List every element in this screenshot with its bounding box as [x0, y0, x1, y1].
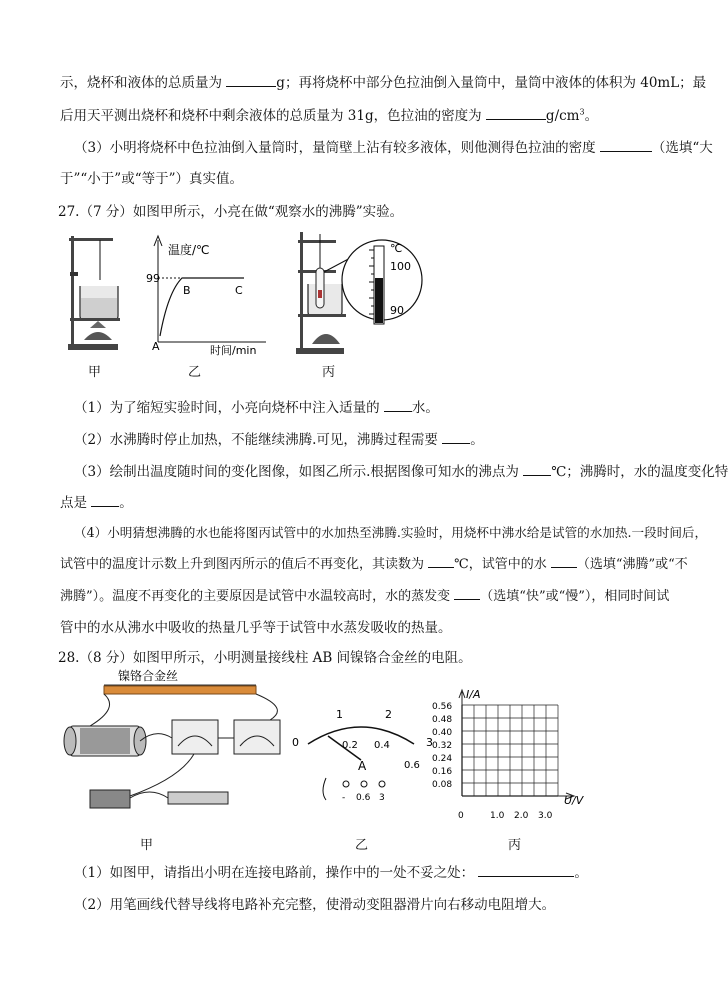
grid-lines	[459, 690, 574, 799]
answer-blank[interactable]	[478, 864, 574, 877]
q27-p4-line2: 试管中的温度计示数上升到图丙所示的值后不再变化，其读数为 ℃，试管中的水 （选填“沸腾”或“不	[60, 557, 688, 572]
caption-yi: 乙	[188, 365, 202, 380]
answer-blank[interactable]	[226, 74, 276, 87]
figure-bing-testtube-setup	[290, 228, 430, 358]
switch	[90, 790, 130, 808]
battery	[168, 792, 228, 804]
q28-p1: （1）如图甲，请指出小明在连接电路前，操作中的一处不妥之处： 。	[74, 865, 588, 881]
dial-bot-0.6: 0.6	[404, 760, 420, 771]
grid-y-tick: 0.56	[432, 702, 453, 712]
q27-p2: （2）水沸腾时停止加热，不能继续沸腾.可见，沸腾过程需要 。	[74, 432, 484, 448]
voltmeter	[234, 720, 280, 754]
q26-p3: （3）小明将烧杯中色拉油倒入量筒时，量筒壁上沾有较多液体，则他测得色拉油的密度 （选填“大	[74, 140, 713, 156]
figure-yi-temp-graph	[138, 232, 278, 357]
figure-jia-boiling-setup	[60, 228, 120, 356]
grid-y-tick: 0.16	[432, 767, 453, 777]
q27-title: 27.（7 分）如图甲所示，小亮在做“观察水的沸腾”实验。	[58, 204, 404, 220]
figure-yi-ammeter-dial	[286, 700, 436, 810]
figure-jia-circuit	[60, 668, 300, 818]
temperature-curve	[160, 278, 244, 336]
terminal-neg: -	[342, 793, 346, 803]
x-axis-label: 时间/min	[210, 344, 257, 357]
stand-base	[68, 344, 118, 350]
grid-y-tick: 0.40	[432, 728, 453, 738]
thermo-90: 90	[390, 304, 404, 317]
caption-jia-2: 甲	[140, 838, 154, 853]
grid-x-tick: 2.0	[514, 811, 529, 821]
answer-blank[interactable]	[486, 107, 546, 120]
figure-bing-iu-grid	[428, 686, 588, 826]
grid-x-tick: 1.0	[490, 811, 505, 821]
mercury-column	[375, 278, 383, 323]
answer-blank[interactable]	[454, 587, 480, 600]
test-tube	[316, 268, 324, 308]
q26-line1: 示，烧杯和液体的总质量为 g；再将烧杯中部分色拉油倒入量筒中，量筒中液体的体积为 40mL；最	[60, 75, 707, 91]
wire-label: 镍铬合金丝	[118, 669, 179, 683]
dial-top-2: 2	[385, 708, 392, 721]
point-C: C	[235, 284, 243, 297]
tick-99: 99	[146, 272, 160, 285]
nichrome-board	[104, 686, 256, 694]
dial-arc	[308, 727, 414, 744]
q27-p3-cont: 点是 。	[60, 495, 133, 511]
answer-blank[interactable]	[384, 399, 412, 412]
q28-p2: （2）用笔画线代替导线将电路补充完整，使滑动变阻器滑片向右移动电阻增大。	[74, 897, 556, 913]
terminal-3: 3	[379, 793, 385, 803]
caption-bing: 丙	[322, 365, 336, 380]
terminal-0.6: 0.6	[356, 793, 371, 803]
grid-x-tick: 3.0	[538, 811, 553, 821]
dial-top-0: 0	[292, 736, 299, 749]
dial-bot-0.4: 0.4	[374, 740, 390, 751]
grid-y-tick: 0.32	[432, 741, 453, 751]
grid-y-label: I/A	[466, 688, 481, 701]
answer-blank[interactable]	[442, 431, 470, 444]
caption-yi-2: 乙	[355, 838, 369, 853]
thermo-unit: ℃	[390, 242, 403, 255]
dial-bot-0.2: 0.2	[342, 740, 358, 751]
caption-jia: 甲	[88, 365, 102, 380]
ammeter	[172, 720, 218, 754]
caption-bing-2: 丙	[508, 838, 522, 853]
dial-top-1: 1	[336, 708, 343, 721]
grid-y-tick: 0.24	[432, 754, 453, 764]
point-A: A	[152, 340, 160, 353]
q26-line2: 后用天平测出烧杯和烧杯中剩余液体的总质量为 31g，色拉油的密度为 $g/cm^3$。	[60, 107, 599, 124]
grid-y-axis	[459, 690, 465, 705]
grid-y-tick: 0.48	[432, 715, 453, 725]
answer-blank[interactable]	[523, 463, 551, 476]
point-B: B	[183, 284, 191, 297]
answer-blank[interactable]	[91, 494, 119, 507]
q27-p4-line3: 沸腾”）。温度不再变化的主要原因是试管中水温较高时，水的蒸发变 （选填“快”或“慢”），相同时间试	[60, 589, 670, 604]
grid-x-label: U/V	[564, 794, 584, 807]
q26-p3-cont: 于”“小于”或“等于”）真实值。	[60, 171, 244, 187]
q27-p3: （3）绘制出温度随时间的变化图像，如图乙所示.根据图像可知水的沸点为 ℃；沸腾时，水的温度变化特	[74, 464, 728, 480]
q27-p1: （1）为了缩短实验时间，小亮向烧杯中注入适量的 水。	[74, 400, 439, 416]
answer-blank[interactable]	[428, 555, 454, 568]
thermo-100: 100	[390, 260, 411, 273]
answer-blank[interactable]	[551, 555, 577, 568]
q27-p4-line4: 管中的水从沸水中吸收的热量几乎等于试管中水蒸发吸收的热量。	[60, 620, 452, 636]
q28-title: 28.（8 分）如图甲所示，小明测量接线柱 AB 间镍铬合金丝的电阻。	[58, 650, 472, 666]
answer-blank[interactable]	[600, 139, 652, 152]
q27-p4-line1: （4）小明猜想沸腾的水也能将图丙试管中的水加热至沸腾.实验时，用烧杯中沸水给是试管的水加热.一段时间后，	[74, 525, 708, 540]
y-axis-label: 温度/℃	[168, 243, 210, 257]
grid-y-tick: 0.08	[432, 780, 453, 790]
dial-top-3: 3	[426, 736, 433, 749]
dial-unit: A	[358, 759, 367, 773]
stand-rod	[71, 236, 74, 346]
grid-x-tick: 0	[458, 811, 464, 821]
outer-beaker	[308, 284, 342, 316]
alcohol-lamp	[84, 332, 112, 340]
